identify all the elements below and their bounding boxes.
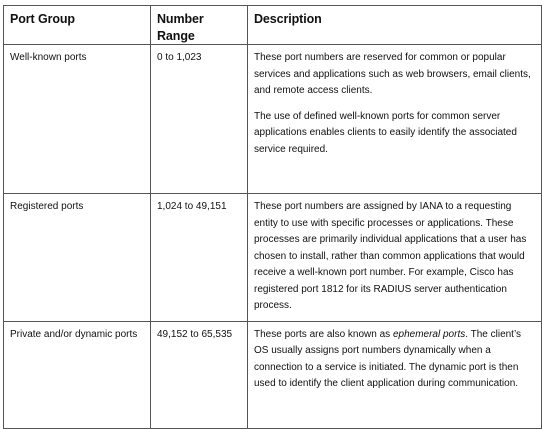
cell-port-group: Registered ports — [4, 194, 151, 322]
header-port-group: Port Group — [4, 6, 151, 45]
description-paragraph — [254, 109, 535, 159]
table-header — [4, 6, 542, 45]
table-row — [4, 194, 542, 322]
cell-port-group: Private and/or dynamic ports — [4, 321, 151, 428]
description-text: These ports are also known as — [254, 328, 393, 340]
cell-description — [248, 194, 542, 322]
description-text: . The client’s OS usually assigns port numbers dynamically when a connection to a service is initiated. The dynamic port is then used to identify the client application during communication. — [254, 328, 522, 389]
description-paragraph — [254, 50, 535, 100]
table-body — [4, 45, 542, 429]
cell-number-range: 0 to 1,023 — [151, 45, 248, 194]
description-text: The use of defined well-known ports for common server applications enables clients to easily identify the associated service required. — [254, 110, 517, 155]
table-row — [4, 321, 542, 428]
cell-port-group: Well-known ports — [4, 45, 151, 194]
header-row — [4, 6, 542, 45]
table-row — [4, 45, 542, 194]
cell-number-range: 1,024 to 49,151 — [151, 194, 248, 322]
description-text: These port numbers are assigned by IANA to a requesting entity to use with specific processes or applications. These processes are primarily individual applications that a user has chosen to install, rather than common applications that would receive a well-known port number. For example, Cisco has registered port 1812 for its RADIUS server authentication process. — [254, 201, 527, 311]
header-description: Description — [248, 6, 542, 45]
description-paragraph — [254, 327, 535, 393]
cell-description — [248, 45, 542, 194]
description-text: These port numbers are reserved for common or popular services and applications such as web browsers, email clients, and remote access clients. — [254, 52, 531, 96]
description-emphasis: ephemeral ports — [392, 328, 466, 340]
description-paragraph — [254, 199, 535, 315]
port-groups-table — [3, 5, 542, 429]
cell-number-range: 49,152 to 65,535 — [151, 321, 248, 428]
header-number-range: Number Range — [151, 6, 248, 45]
cell-description — [248, 321, 542, 428]
